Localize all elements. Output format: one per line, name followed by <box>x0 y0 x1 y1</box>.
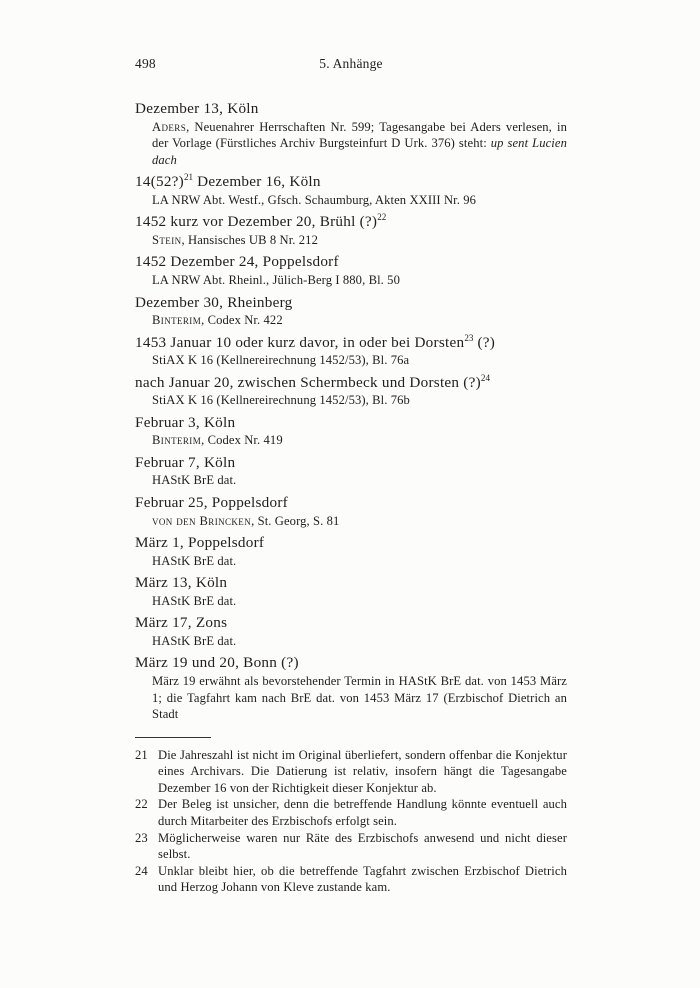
entry-source <box>152 192 567 209</box>
text-segment: Februar 7, Köln <box>135 453 236 471</box>
footnote-marker: 21 <box>183 172 194 183</box>
entry-heading <box>135 212 567 232</box>
running-title: 5. Anhänge <box>319 56 383 71</box>
footnote-number: 23 <box>135 830 148 845</box>
text-segment: Februar 3, Köln <box>135 413 236 431</box>
text-segment: , Codex Nr. 422 <box>201 313 283 328</box>
footnote-marker: 23 <box>464 332 474 343</box>
footnote-text: Unklar bleibt hier, ob die betreffende Tagfahrt zwischen Erzbischof Dietrich und Herzog Johann von Kleve zustande kam. <box>158 863 567 895</box>
entry-source <box>152 432 567 449</box>
text-segment: LA NRW Abt. Rheinl., Jülich-Berg I 880, Bl. 50 <box>152 272 400 287</box>
text-segment: Dezember 16, Köln <box>193 173 321 191</box>
footnotes-list <box>135 747 567 896</box>
itinerary-list <box>135 99 567 723</box>
itinerary-entry <box>135 613 567 649</box>
text-segment: März 13, Köln <box>135 574 228 592</box>
footnote-text: Der Beleg ist unsicher, denn die betreffende Handlung könnte eventuell auch durch Mitarbeiter des Erzbischofs erfolgt sein. <box>158 797 567 829</box>
text-segment: März 17, Zons <box>135 614 228 632</box>
entry-source <box>152 673 567 723</box>
entry-source <box>152 232 567 249</box>
footnote-marker: 22 <box>377 212 387 223</box>
itinerary-entry <box>135 413 567 449</box>
text-segment: Dezember 13, Köln <box>135 100 259 117</box>
entry-source <box>152 513 567 530</box>
entry-source <box>152 272 567 289</box>
entry-heading <box>135 613 567 633</box>
text-segment: 1452 Dezember 24, Poppelsdorf <box>135 253 339 271</box>
text-segment: März 1, Poppelsdorf <box>135 534 265 552</box>
entry-heading <box>135 333 567 353</box>
text-segment: nach Januar 20, zwischen Schermbeck und Dorsten (?) <box>135 373 481 391</box>
footnote-separator-rule <box>135 737 211 738</box>
text-segment: StiAX K 16 (Kellnereirechnung 1452/53), Bl. 76b <box>152 393 410 408</box>
entry-source <box>152 553 567 570</box>
itinerary-entry <box>135 252 567 288</box>
itinerary-entry <box>135 573 567 609</box>
text-segment: HAStK BrE dat. <box>152 553 237 568</box>
entry-source <box>152 593 567 610</box>
entry-heading <box>135 533 567 553</box>
text-segment: 14(52?) <box>135 173 184 191</box>
text-segment: StiAX K 16 (Kellnereirechnung 1452/53), Bl. 76a <box>152 353 410 368</box>
footnote <box>135 830 567 863</box>
text-block <box>135 56 567 896</box>
itinerary-entry <box>135 493 567 529</box>
entry-heading <box>135 293 567 313</box>
entry-source <box>152 119 567 169</box>
text-segment: von den Brincken <box>152 513 252 528</box>
text-segment: Binterim <box>152 313 202 328</box>
text-segment: 1452 kurz vor Dezember 20, Brühl (?) <box>135 213 378 231</box>
footnote <box>135 747 567 797</box>
footnote-number: 24 <box>135 863 148 878</box>
text-segment: HAStK BrE dat. <box>152 473 237 488</box>
text-segment: März 19 erwähnt als bevorstehender Termin in HAStK BrE dat. von 1453 März 1; die Tagfahrt kam nach BrE dat. von 1453 März 17 (Erzbischof Dietrich an Stadt <box>152 673 567 722</box>
entry-heading <box>135 413 567 433</box>
text-segment: , Hansisches UB 8 Nr. 212 <box>181 232 318 247</box>
footnote-number: 21 <box>135 747 148 762</box>
itinerary-entry <box>135 653 567 722</box>
footnote <box>135 863 567 896</box>
entry-heading <box>135 653 567 673</box>
itinerary-entry <box>135 453 567 489</box>
itinerary-entry <box>135 172 567 208</box>
itinerary-entry <box>135 293 567 329</box>
text-segment: HAStK BrE dat. <box>152 633 237 648</box>
text-segment: 1453 Januar 10 oder kurz davor, in oder bei Dorsten <box>135 333 465 351</box>
text-segment: HAStK BrE dat. <box>152 593 237 608</box>
text-segment: März 19 und 20, Bonn (?) <box>135 654 299 672</box>
text-segment: , Codex Nr. 419 <box>201 433 283 448</box>
entry-source <box>152 312 567 329</box>
footnote-number: 22 <box>135 797 148 812</box>
text-segment: up sent Lucien dach <box>152 136 567 167</box>
entry-source <box>152 472 567 489</box>
running-head <box>135 56 567 74</box>
itinerary-entry <box>135 99 567 168</box>
entry-heading <box>135 373 567 393</box>
text-segment: Aders <box>152 119 187 134</box>
text-segment: Dezember 30, Rheinberg <box>135 293 293 311</box>
text-segment: Binterim <box>152 433 202 448</box>
entry-heading <box>135 172 567 192</box>
itinerary-entry <box>135 373 567 409</box>
footnote-text: Möglicherweise waren nur Räte des Erzbischofs anwesend und nicht dieser selbst. <box>158 830 567 862</box>
itinerary-entry <box>135 212 567 248</box>
text-segment: Stein <box>152 232 182 247</box>
entry-heading <box>135 573 567 593</box>
text-segment: LA NRW Abt. Westf., Gfsch. Schaumburg, Akten XXIII Nr. 96 <box>152 192 477 207</box>
text-segment: Februar 25, Poppelsdorf <box>135 494 288 512</box>
text-segment: , St. Georg, S. 81 <box>251 513 340 528</box>
entry-source <box>152 392 567 409</box>
entry-heading <box>135 99 567 119</box>
footnotes-section <box>135 737 567 896</box>
entry-source <box>152 352 567 369</box>
text-segment: , Neuenahrer Herrschaften Nr. 599; Tagesangabe bei Aders verlesen, in der Vorlage (Fürstliches Archiv Burgsteinfurt D Urk. 376) steht: <box>152 119 567 151</box>
footnote <box>135 796 567 829</box>
page-number: 498 <box>135 56 156 71</box>
footnote-text: Die Jahreszahl ist nicht im Original überliefert, sondern offenbar die Konjektur eines Archivars. Die Datierung ist relativ, insofern hängt die Tagesangabe Dezember 16 von der Richtigkeit dieser Konjektur ab. <box>158 747 567 795</box>
entry-source <box>152 633 567 650</box>
entry-heading <box>135 493 567 513</box>
itinerary-entry <box>135 533 567 569</box>
entry-heading <box>135 252 567 272</box>
itinerary-entry <box>135 333 567 369</box>
footnote-marker: 24 <box>480 372 491 383</box>
text-segment: (?) <box>473 333 496 351</box>
entry-heading <box>135 453 567 473</box>
